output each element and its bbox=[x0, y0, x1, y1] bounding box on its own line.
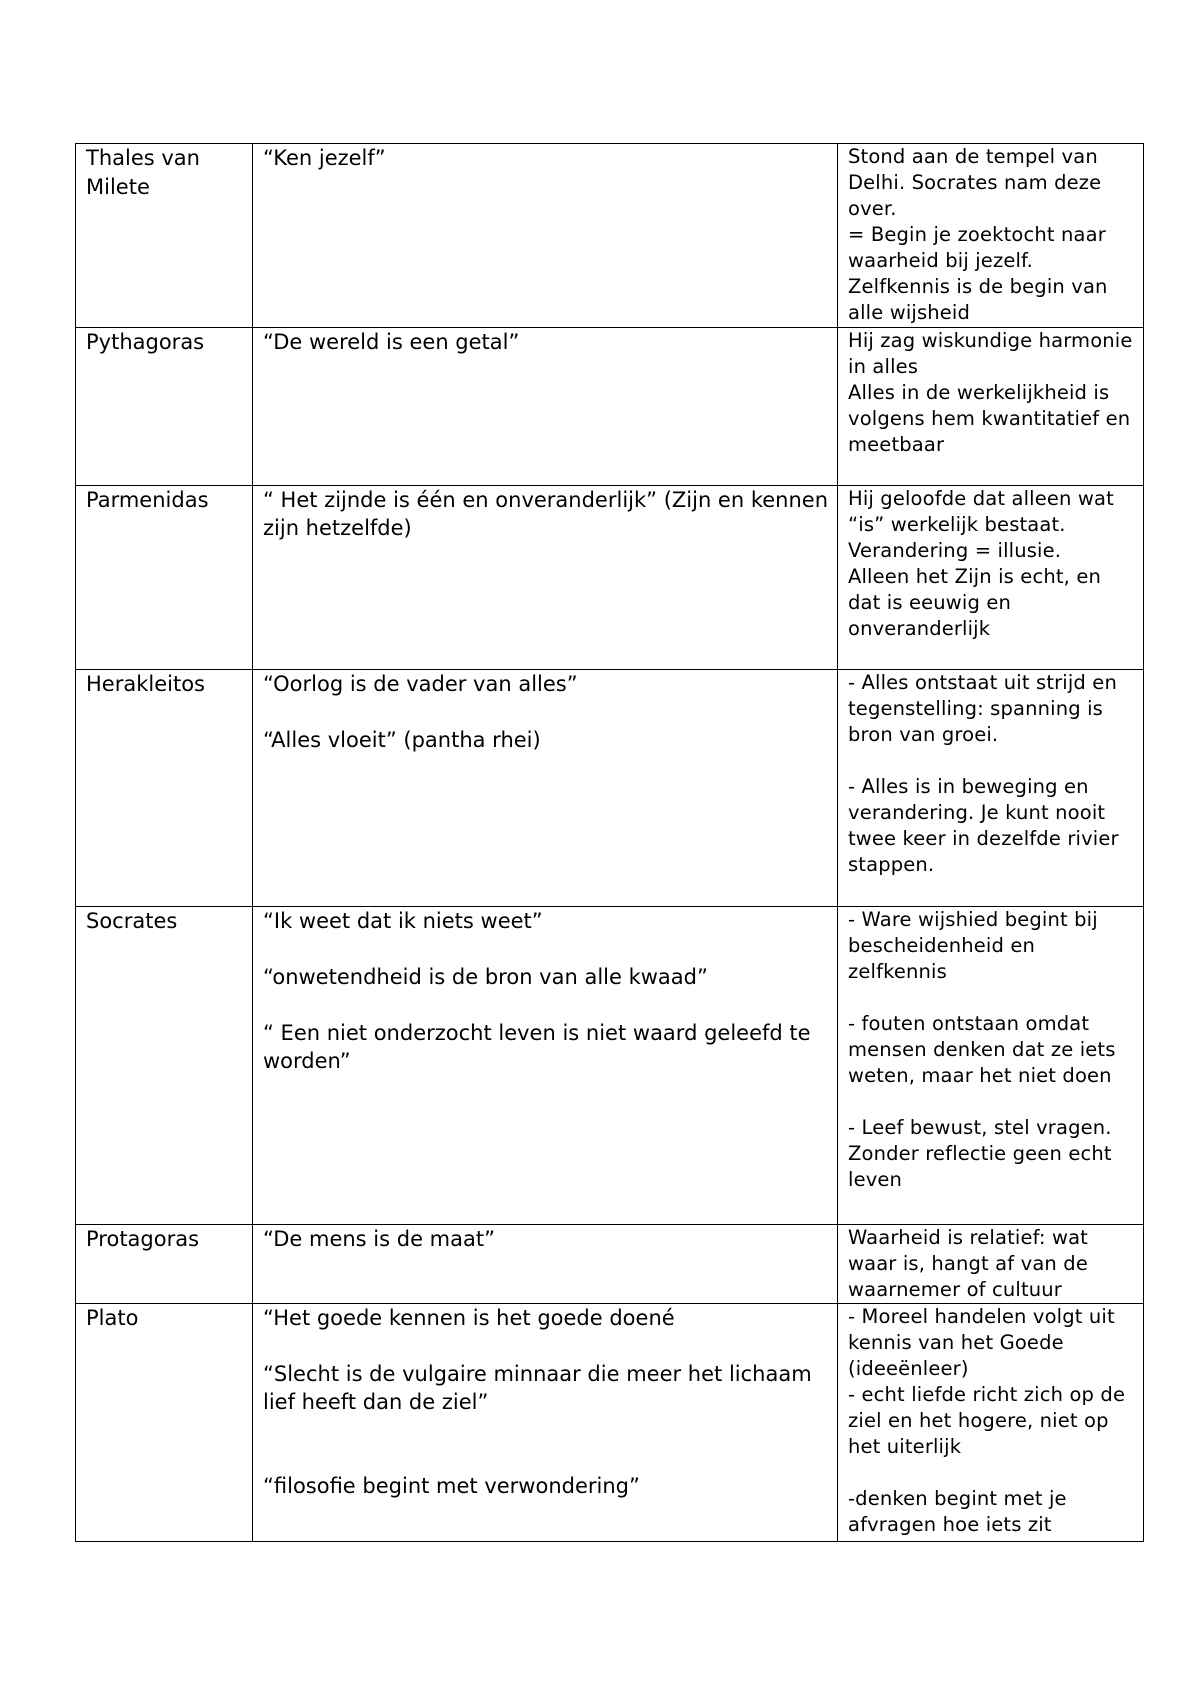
quote-cell bbox=[253, 907, 838, 1225]
quote-cell bbox=[253, 670, 838, 907]
table-row-plato bbox=[76, 1304, 1144, 1542]
explanation-text: Hij geloofde dat alleen wat “is” werkelijk bestaat. Verandering = illusie. Alleen het Zijn is echt, en dat is eeuwig en onveranderlijk bbox=[848, 487, 1114, 640]
quote-cell bbox=[253, 1225, 838, 1304]
explanation-text: Hij zag wiskundige harmonie in alles Alles in de werkelijkheid is volgens hem kwantitatief en meetbaar bbox=[848, 329, 1133, 456]
philosopher-name: Plato bbox=[76, 1304, 253, 1542]
philosopher-name: Herakleitos bbox=[76, 670, 253, 907]
quote: “Slecht is de vulgaire minnaar die meer het lichaam lief heeft dan de ziel” bbox=[263, 1362, 812, 1414]
philosopher-name: Thales van Milete bbox=[76, 144, 253, 328]
table-row-parmenidas bbox=[76, 486, 1144, 670]
explanation-text: - Ware wijshied begint bij bescheidenheid en zelfkennis - fouten ontstaan omdat mensen denken dat ze iets weten, maar het niet doen - Leef bewust, stel vragen. Zonder reflectie geen echt leven bbox=[848, 908, 1116, 1191]
explanation-cell bbox=[838, 1225, 1144, 1304]
quote: “filosofie begint met verwondering” bbox=[263, 1474, 640, 1498]
table-row-herakleitos bbox=[76, 670, 1144, 907]
philosopher-name: Parmenidas bbox=[76, 486, 253, 670]
quote: “Ik weet dat ik niets weet” bbox=[263, 909, 543, 933]
explanation-cell bbox=[838, 328, 1144, 486]
explanation-text: - Alles ontstaat uit strijd en tegenstelling: spanning is bron van groei. - Alles is in beweging en verandering. Je kunt nooit twee keer in dezelfde rivier stappen. bbox=[848, 671, 1119, 876]
explanation-text: Waarheid is relatief: wat waar is, hangt af van de waarnemer of cultuur bbox=[848, 1226, 1088, 1301]
quote: “Oorlog is de vader van alles” bbox=[263, 672, 578, 696]
quote: “onwetendheid is de bron van alle kwaad” bbox=[263, 965, 708, 989]
explanation-cell bbox=[838, 670, 1144, 907]
quote-cell bbox=[253, 1304, 838, 1542]
explanation-cell bbox=[838, 907, 1144, 1225]
explanation-cell bbox=[838, 486, 1144, 670]
quote: “ Een niet onderzocht leven is niet waard geleefd te worden” bbox=[263, 1021, 811, 1073]
explanation-text: - Moreel handelen volgt uit kennis van het Goede (ideeënleer) - echt liefde richt zich op de ziel en het hogere, niet op het uiterlijk -denken begint met je afvragen hoe iets zit bbox=[848, 1305, 1126, 1536]
quote-cell bbox=[253, 328, 838, 486]
quote: “Ken jezelf” bbox=[263, 146, 386, 170]
table-row-socrates bbox=[76, 907, 1144, 1225]
explanation-cell bbox=[838, 144, 1144, 328]
quote: “Alles vloeit” (pantha rhei) bbox=[263, 728, 541, 752]
explanation-text: Stond aan de tempel van Delhi. Socrates nam deze over. = Begin je zoektocht naar waarheid bij jezelf. Zelfkennis is de begin van alle wijsheid bbox=[848, 145, 1108, 324]
quote: “De wereld is een getal” bbox=[263, 330, 520, 354]
quote: “Het goede kennen is het goede doené bbox=[263, 1306, 675, 1330]
explanation-cell bbox=[838, 1304, 1144, 1542]
quote-cell bbox=[253, 486, 838, 670]
philosophers-table bbox=[75, 143, 1144, 1542]
quote: “De mens is de maat” bbox=[263, 1227, 495, 1251]
quote-cell bbox=[253, 144, 838, 328]
table-row-pythagoras bbox=[76, 328, 1144, 486]
philosopher-name: Socrates bbox=[76, 907, 253, 1225]
philosopher-name: Pythagoras bbox=[76, 328, 253, 486]
table-row-protagoras bbox=[76, 1225, 1144, 1304]
table-row-thales bbox=[76, 144, 1144, 328]
quote: “ Het zijnde is één en onveranderlijk” (Zijn en kennen zijn hetzelfde) bbox=[263, 488, 829, 540]
philosopher-name: Protagoras bbox=[76, 1225, 253, 1304]
